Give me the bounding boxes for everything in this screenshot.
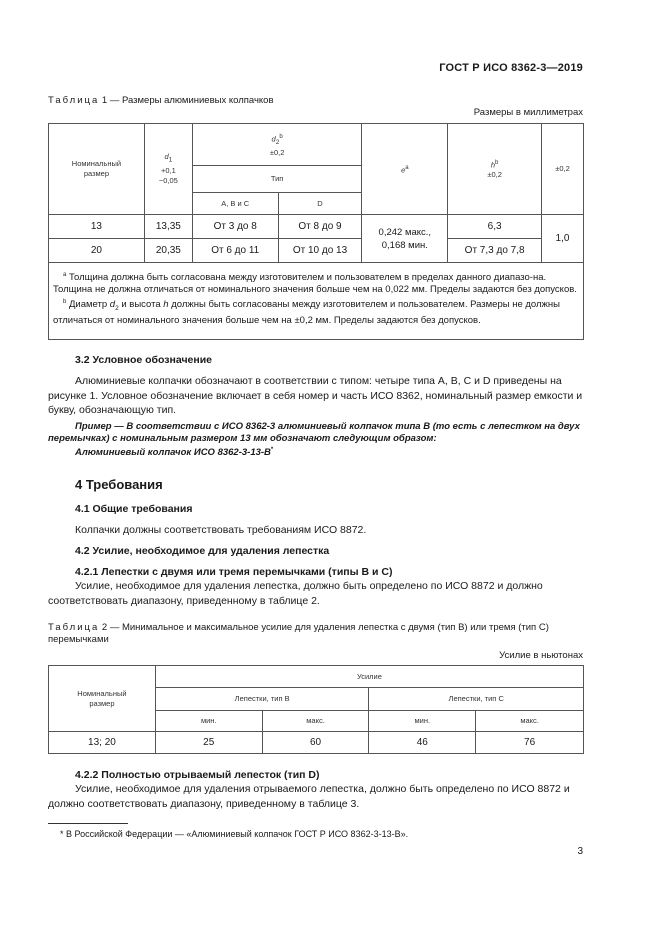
table2-head-b-max: макс.	[262, 711, 369, 732]
table2-head-nominal: Номинальный размер	[49, 666, 156, 732]
document-code: ГОСТ Р ИСО 8362-3—2019	[439, 62, 583, 74]
table1-head-tolerance: ±0,2	[542, 124, 584, 215]
table1-head-type: Тип	[192, 166, 362, 193]
section-4-title: 4 Требования	[75, 477, 163, 492]
table1-head-e: $e^a$	[362, 124, 448, 215]
table2-head-b-min: мин.	[155, 711, 262, 732]
table2-head-force: Усилие	[155, 666, 583, 688]
section-4-2-2-title: 4.2.2 Полностью отрываемый лепесток (тип D)	[75, 769, 320, 781]
table1-head-type-d: D	[278, 193, 362, 215]
table2-head-type-b: Лепестки, тип B	[155, 688, 369, 711]
example-designation: Алюминиевый колпачок ИСО 8362-3-13-B*	[75, 447, 274, 459]
section-4-1-title: 4.1 Общие требования	[75, 503, 193, 515]
table2-caption: Таблица 2 — Минимальное и максимальное усилие для удаления лепестка с двумя (тип B) или тремя (тип C) перемычками	[48, 622, 549, 645]
table-row: 20 20,35 От 6 до 11 От 10 до 13 От 7,3 до 7,8	[49, 239, 584, 263]
example-text: Пример — В соответствии с ИСО 8362-3 алюминиевый колпачок типа B (то есть с лепестком на двух перемычках) с номинальным размером 13 мм обозначают следующим образом:	[48, 421, 580, 444]
footnote: * В Российской Федерации — «Алюминиевый колпачок ГОСТ Р ИСО 8362-3-13-B».	[60, 829, 409, 839]
table2	[48, 665, 584, 754]
table1-head-type-abc: А, В и С	[192, 193, 278, 215]
table1-units: Размеры в миллиметрах	[473, 107, 583, 118]
table1-head-d1: $d_1$ +0,1 −0,05	[144, 124, 192, 215]
section-3-2-title: 3.2 Условное обозначение	[75, 354, 213, 366]
table1-tolerance-value: 1,0	[542, 215, 584, 263]
table1	[48, 123, 584, 340]
section-4-2-1-paragraph: Усилие, необходимое для удаления лепестка, должно быть определено по ИСО 8872 и должно соответствовать диапазону, приведенному в таблице 2.	[48, 580, 543, 607]
table-row: 13; 20 25 60 46 76	[49, 732, 584, 754]
table1-e-value: 0,242 макс., 0,168 мин.	[362, 215, 448, 263]
table1-head-nominal: Номинальный размер	[49, 124, 145, 215]
table1-head-d2: $d_2^b$ ±0,2	[192, 124, 362, 166]
section-4-2-title: 4.2 Усилие, необходимое для удаления лепестка	[75, 545, 330, 557]
section-4-1-paragraph: Колпачки должны соответствовать требованиям ИСО 8872.	[75, 524, 367, 536]
table2-units: Усилие в ньютонах	[499, 650, 583, 661]
page-number: 3	[577, 846, 583, 857]
footnote-divider	[48, 823, 128, 824]
table1-notes: $^a$ Толщина должна быть согласована между изготовителем и пользователем в пределах данного диапазо-на. Толщина не должна отличаться от номинального значения больше чем на 0,022 мм. Пределы задаются без допусков. $^b$ Диаметр $d_2$ и высота h должны быть согласованы между изготовителем и пользователем. Размеры не должны отличаться от номинального значения больше чем на ±0,2 мм. Пределы задаются без допусков.	[49, 263, 584, 340]
table1-caption: Таблица 1 — Размеры алюминиевых колпачков	[48, 95, 274, 106]
table2-head-c-min: мин.	[369, 711, 476, 732]
section-4-2-2-paragraph: Усилие, необходимое для удаления отрываемого лепестка, должно быть определено по ИСО 8872 и должно соответствовать диапазону, приведенному в таблице 3.	[48, 783, 570, 810]
table1-head-h: $h^b$ ±0,2	[448, 124, 542, 215]
table2-head-c-max: макс.	[476, 711, 584, 732]
table2-head-type-c: Лепестки, тип C	[369, 688, 584, 711]
section-4-2-1-title: 4.2.1 Лепестки с двумя или тремя перемычками (типы B и C)	[75, 566, 393, 578]
table-row: 13 13,35 От 3 до 8 От 8 до 9 0,242 макс., 0,168 мин. 6,3 1,0	[49, 215, 584, 239]
section-3-2-paragraph: Алюминиевые колпачки обозначают в соответствии с типом: четыре типа A, B, C и D приведены на рисунке 1. Условное обозначение включает в себя номер и часть ИСО 8362, номинальный размер емкости и букву, обозначающую тип.	[48, 375, 583, 416]
